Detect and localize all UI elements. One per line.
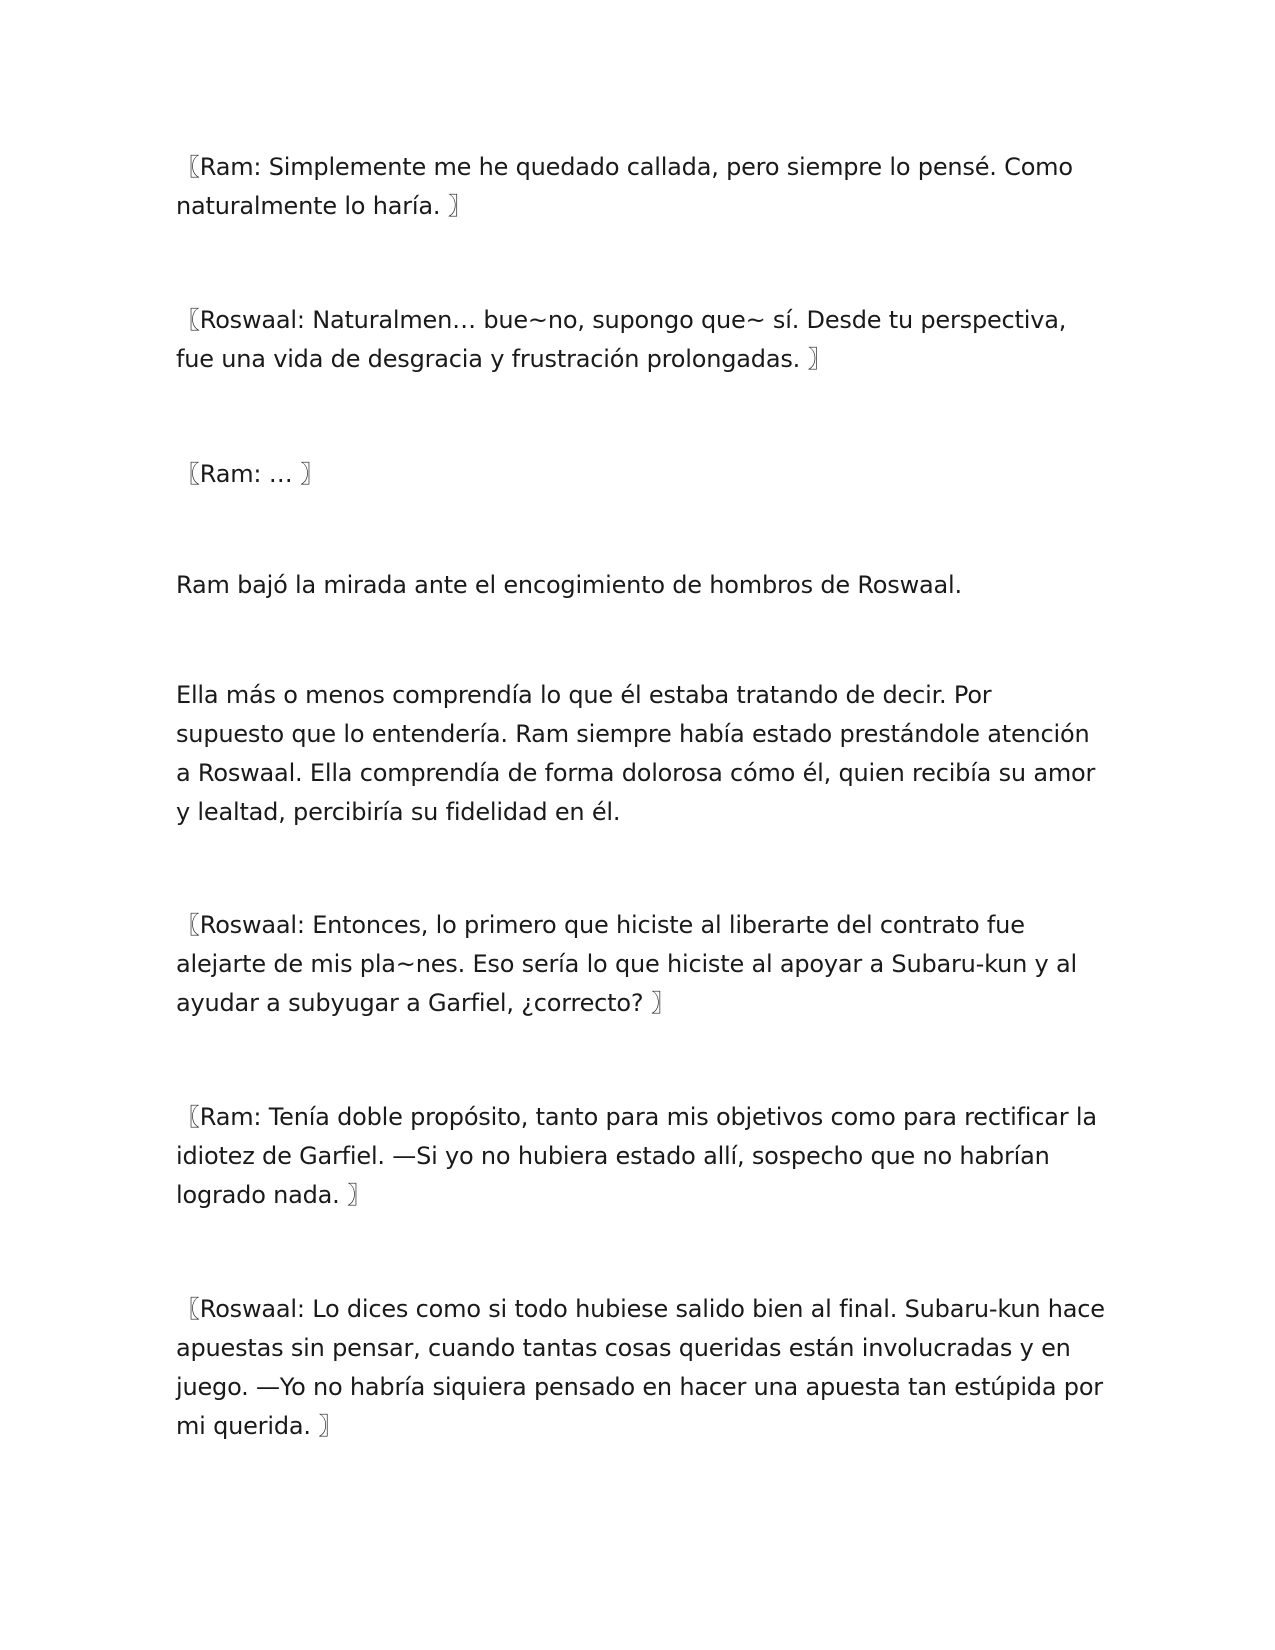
dialogue-roswaal-2: 〖Roswaal: Entonces, lo primero que hiciste al liberarte del contrato fue alejarte de mis pla~nes. Eso sería lo que hiciste al apoyar a Subaru-kun y al ayudar a subyugar a Garfiel, ¿correcto? 〗 bbox=[176, 911, 1077, 1017]
dialogue-ram-2: 〖Ram: … 〗 bbox=[176, 460, 324, 488]
narration-1: Ram bajó la mirada ante el encogimiento de hombros de Roswaal. bbox=[176, 571, 962, 599]
dialogue-ram-1: 〖Ram: Simplemente me he quedado callada, pero siempre lo pensé. Como naturalmente lo haría. 〗 bbox=[176, 153, 1073, 220]
dialogue-ram-3: 〖Ram: Tenía doble propósito, tanto para mis objetivos como para rectificar la idiotez de Garfiel. —Si yo no hubiera estado allí, sospecho que no habrían logrado nada. 〗 bbox=[176, 1103, 1097, 1209]
dialogue-roswaal-3: 〖Roswaal: Lo dices como si todo hubiese salido bien al final. Subaru-kun hace apuestas sin pensar, cuando tantas cosas queridas están involucradas y en juego. —Yo no habría siquiera pensado en hacer una apuesta tan estúpida por mi querida. 〗 bbox=[176, 1295, 1105, 1440]
dialogue-roswaal-1: 〖Roswaal: Naturalmen… bue~no, supongo que~ sí. Desde tu perspectiva, fue una vida de desgracia y frustración prolongadas. 〗 bbox=[176, 306, 1067, 373]
narration-2: Ella más o menos comprendía lo que él estaba tratando de decir. Por supuesto que lo entendería. Ram siempre había estado prestándole atención a Roswaal. Ella comprendía de forma dolorosa cómo él, quien recibía su amor y lealtad, percibiría su fidelidad en él. bbox=[176, 681, 1096, 826]
